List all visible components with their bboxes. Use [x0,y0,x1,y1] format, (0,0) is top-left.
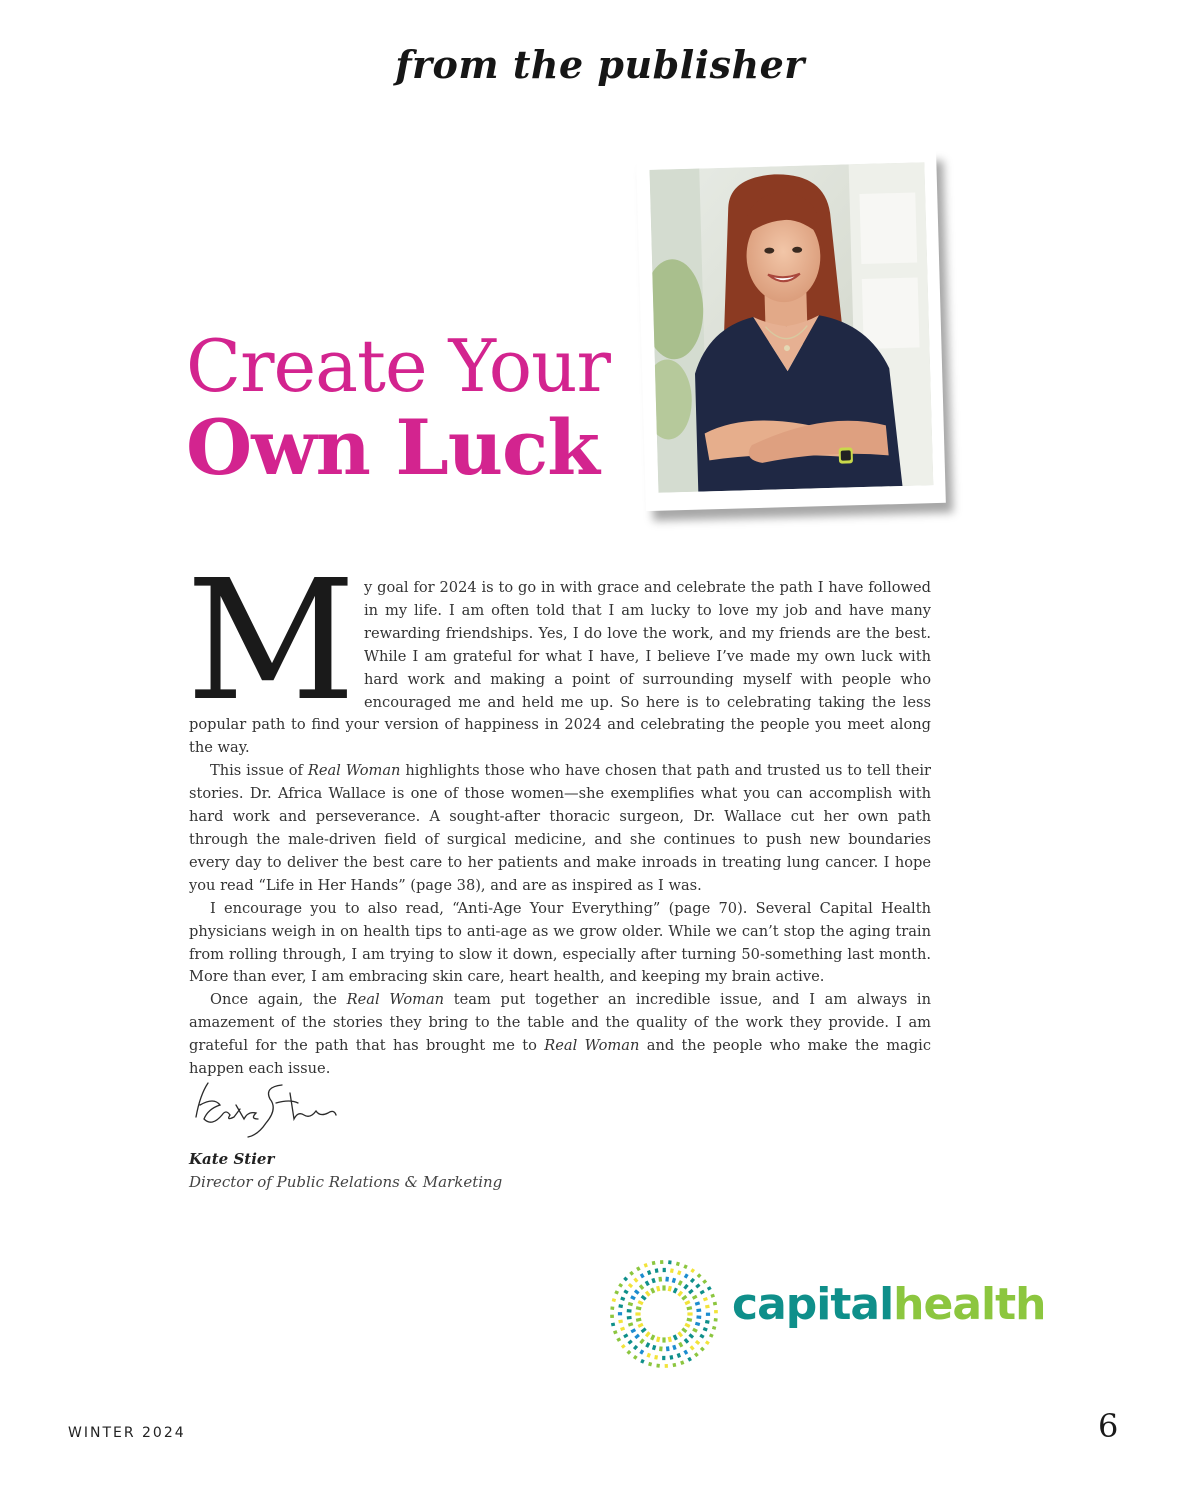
logo-dash [681,1295,687,1301]
logo-dash [686,1318,692,1322]
logo-dash [666,1346,670,1351]
logo-dash [670,1268,674,1273]
logo-dash [644,1263,648,1268]
logo-dash [620,1327,625,1331]
logo-dash [652,1345,656,1350]
logo-dash [650,1334,655,1340]
logo-dash [668,1286,672,1292]
headline-line-2: Own Luck [186,403,599,492]
logo-dash [683,1264,687,1269]
logo-dash [645,1342,650,1348]
paragraph-3 [189,898,931,990]
logo-dash [633,1355,638,1360]
logo-dash [640,1273,645,1278]
logo-dash [687,1312,692,1315]
publisher-title: Director of Public Relations & Marketing [189,1173,503,1191]
logo-dash [628,1283,633,1288]
capital-health-logo-text [732,1279,1046,1330]
paragraph-2-text-b: highlights those who have chosen that path and trusted us to tell their stories. Dr. Africa Wallace is one of those women—she exemplifies what you can accomplish with hard work and perseverance. A sought-after thoracic surgeon, Dr. Wallace cut her own path through the male-driven field of surgical medicine, and she continues to push new boundaries every day to deliver the best care to her patients and make inroads in treating lung cancer. I hope you read “Life in Her Hands” (page 38), and are as inspired as I was. [189,762,932,894]
paragraph-2 [189,760,931,897]
logo-dash [627,1316,632,1320]
logo-dash [640,1359,644,1364]
logo-dash [611,1322,615,1326]
logo-dash [656,1364,660,1368]
logo-dash [673,1288,678,1294]
logo-dash [648,1362,652,1366]
logo-dash [633,1278,638,1283]
logo-dash [695,1283,700,1288]
logo-dash [662,1285,665,1290]
logo-dash [677,1331,683,1337]
logo-dash [651,1278,655,1283]
logo-dash [687,1357,692,1362]
logo-dash [690,1278,695,1283]
logo-dash [700,1290,705,1295]
magazine-name: Real Woman [544,1037,640,1055]
logo-dash [656,1336,660,1342]
logo-dash [623,1276,628,1281]
logo-dash [638,1300,644,1305]
logo-dash [695,1322,700,1326]
logo-dash [662,1337,665,1342]
logo-dash [645,1291,651,1297]
logo-dash [636,1266,641,1271]
section-title: from the publisher [395,42,805,87]
logo-dash [612,1298,616,1302]
logo-dash [613,1330,618,1334]
logo-dash [610,1306,614,1310]
logo-dash [692,1328,698,1333]
logo-dash [618,1312,622,1315]
logo-dash [681,1327,687,1333]
logo-dash [703,1327,708,1331]
logo-dash [713,1302,717,1306]
logo-dash [688,1289,694,1294]
portrait-illustration [649,162,933,493]
logo-dash [626,1350,631,1355]
logo-dash [658,1277,662,1282]
issue-label: WINTER 2024 [68,1425,186,1441]
paragraph-4-text-c: and the people who make the magic happen each issue. [189,1037,931,1078]
logo-dash [700,1347,705,1352]
logo-dash [695,1301,700,1305]
publisher-name: Kate Stier [189,1150,275,1168]
logo-dash [647,1353,651,1358]
magazine-name: Real Woman [346,991,445,1009]
logo-dash [697,1273,702,1278]
logo-dash [639,1284,644,1290]
logo-dash [618,1304,623,1308]
logo-dash [656,1286,660,1292]
article-headline [186,324,646,492]
logo-dash [677,1270,681,1275]
logo-dash [668,1260,672,1264]
page-number: 6 [1098,1407,1119,1445]
logo-dash [668,1336,672,1342]
logo-dash [660,1260,663,1264]
logo-dash [714,1318,718,1322]
logo-dash [683,1284,688,1290]
logo-dash [616,1337,621,1342]
paragraph-1-text: y goal for 2024 is to go in with grace and celebrate the path I have followed in my life. I am often told that I am lucky to love my job and have many rewarding friendships. Yes, I do love the work, and my friends are the best. While I am grateful for what I have, I believe I’ve made my own luck with hard work and making a point of surrounding myself with people who encouraged me and held me up. So here is to celebrating taking the less popular path to find your version of happiness in 2024 and celebrating the people you meet along the way. [189,579,931,757]
logo-dash [636,1318,642,1322]
logo-dash [692,1295,698,1300]
logo-dash [639,1338,644,1344]
logo-dash [710,1294,715,1298]
logo-dash [636,1306,642,1310]
logo-dash [705,1320,710,1324]
logo-dash [707,1286,712,1291]
logo-dash [645,1331,651,1337]
logo-dash [663,1268,666,1272]
logo-dash [665,1364,668,1368]
logo-dash [684,1338,689,1344]
drop-cap: M [186,545,356,738]
logo-dash [639,1349,644,1354]
logo-dash [688,1333,694,1338]
logo-dash [621,1344,626,1349]
logo-dash [699,1334,704,1339]
logo-dash [673,1334,678,1340]
publisher-portrait-photo [636,151,946,511]
logo-dash [618,1319,623,1323]
logo-text-capital: capital [732,1279,894,1330]
logo-dash [683,1350,688,1355]
paragraph-1 [186,545,931,760]
logo-dash [652,1261,656,1265]
logo-dash [641,1327,647,1333]
logo-dash [627,1309,632,1313]
handwritten-signature [186,1075,346,1145]
logo-dash [684,1300,690,1305]
logo-dash [695,1340,700,1345]
logo-dash [655,1268,659,1273]
paragraph-4-text-a: Once again, the [210,991,347,1009]
paragraph-3-text: I encourage you to also read, “Anti-Age Your Everything” (page 70). Several Capital Health physicians weigh in on health tips to anti-age as we grow older. While we can’t stop the aging train from rolling through, I am trying to slow it down, especially after turning 50-something last month. More than ever, I am embracing skin care, heart health, and keeping my brain active. [189,899,931,986]
logo-dash [645,1280,650,1286]
logo-dash [634,1334,640,1339]
logo-text-health: health [893,1279,1046,1330]
paragraph-2-text-a: This issue of [210,762,308,780]
logo-dash [696,1308,701,1312]
logo-dash [680,1360,684,1365]
logo-dash [630,1328,636,1333]
logo-dash [705,1305,710,1309]
logo-dash [702,1279,707,1284]
logo-dash [620,1297,625,1301]
logo-dash [623,1289,628,1294]
logo-dash [638,1323,644,1328]
logo-dash [628,1302,633,1306]
logo-dash [684,1273,689,1278]
logo-dash [672,1345,676,1350]
logo-dash [629,1271,634,1276]
logo-dash [641,1295,647,1301]
logo-dash [650,1288,655,1294]
logo-dash [633,1345,638,1350]
logo-dash [686,1306,692,1310]
logo-dash [703,1297,708,1301]
headline-line-1: Create Your [186,324,610,408]
logo-dash [677,1353,681,1358]
logo-dash [684,1323,690,1328]
logo-dash [669,1355,673,1360]
logo-dash [672,1363,676,1367]
logo-dash [610,1315,614,1318]
logo-dash [647,1270,651,1275]
logo-dash [677,1291,683,1297]
sunburst-logo-icon [606,1256,722,1372]
logo-dash [709,1333,714,1337]
logo-dash [662,1356,665,1360]
logo-dash [714,1310,718,1313]
logo-dash [630,1295,636,1300]
logo-dash [706,1313,710,1316]
logo-dash [618,1283,623,1288]
logo-dash [659,1346,663,1351]
magazine-name: Real Woman [307,762,401,780]
paragraph-4-text-b: team put together an incredible issue, and I am always in amazement of the stories they bring to the table and the quality of the work they provide. I am grateful for the path that has brought me to [189,991,931,1055]
logo-dash [690,1268,695,1273]
logo-dash [678,1280,683,1286]
paragraph-4 [189,989,931,1081]
logo-dash [635,1312,640,1315]
logo-dash [628,1322,633,1326]
logo-dash [634,1289,640,1294]
logo-dash [696,1315,701,1319]
logo-dash [665,1277,669,1282]
logo-dash [614,1290,619,1294]
logo-dash [694,1352,699,1357]
logo-dash [654,1355,658,1360]
logo-dash [676,1262,680,1266]
logo-dash [623,1333,628,1338]
article-body [186,545,932,1081]
logo-dash [672,1278,676,1283]
logo-dash [712,1326,716,1330]
logo-dash [678,1342,683,1348]
logo-dash [628,1340,633,1345]
logo-dash [690,1345,695,1350]
logo-dash [705,1340,710,1345]
